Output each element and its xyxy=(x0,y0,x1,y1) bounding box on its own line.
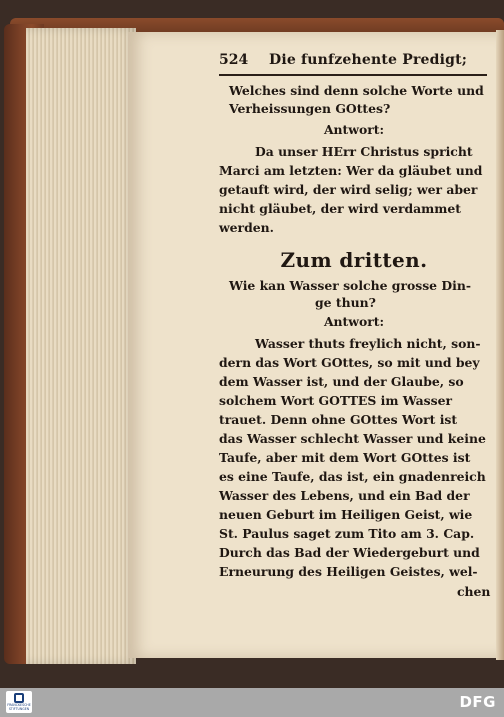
text-line: Erneurung des Heiligen Geistes, wel- xyxy=(219,564,478,579)
section-heading: Zum dritten. xyxy=(280,248,428,272)
text-line: Welches sind denn solche Worte und xyxy=(229,83,484,98)
institution-logo[interactable] xyxy=(6,691,32,713)
text-line: getauft wird, der wird selig; wer aber xyxy=(219,182,478,197)
text-line: werden. xyxy=(219,220,274,235)
text-line: Wie kan Wasser solche grosse Din- xyxy=(229,278,471,293)
page-number: 524 xyxy=(219,52,249,68)
text-line: nicht gläubet, der wird verdammet xyxy=(219,201,462,216)
text-line: Wasser des Lebens, und ein Bad der xyxy=(219,488,470,503)
answer-label: Antwort: xyxy=(323,122,385,137)
text-line: dem Wasser ist, und der Glaube, so xyxy=(219,374,464,389)
text-line: es eine Taufe, das ist, ein gnadenreich xyxy=(219,469,486,484)
running-title: Die funfzehente Predigt; xyxy=(269,52,468,68)
dfg-logo[interactable]: DFG xyxy=(459,693,496,711)
text-line: das Wasser schlecht Wasser und keine xyxy=(219,431,486,446)
text-line: Durch das Bad der Wiedergeburt und xyxy=(219,545,480,560)
text-line: Marci am letzten: Wer da gläubet und xyxy=(219,163,483,178)
page-edge-right xyxy=(496,30,504,660)
viewer-footer-bar xyxy=(0,688,504,717)
text-line: Verheissungen GOttes? xyxy=(229,101,391,116)
text-line: dern das Wort GOttes, so mit und bey xyxy=(219,355,480,370)
header-rule xyxy=(219,74,487,76)
text-line: Da unser HErr Christus spricht xyxy=(255,144,473,159)
logo-text: FRANCKESCHE STIFTUNGEN xyxy=(7,703,31,711)
text-line: St. Paulus saget zum Tito am 3. Cap. xyxy=(219,526,475,541)
catchword: chen xyxy=(457,584,491,599)
text-line: solchem Wort GOTTES im Wasser xyxy=(219,393,452,408)
text-line: Wasser thuts freylich nicht, son- xyxy=(255,336,481,351)
page-stack xyxy=(26,28,136,664)
page-header xyxy=(219,50,489,72)
text-line: ge thun? xyxy=(315,295,376,310)
answer-label: Antwort: xyxy=(323,314,385,329)
text-line: trauet. Denn ohne GOttes Wort ist xyxy=(219,412,458,427)
logo-mark-icon xyxy=(14,693,24,703)
text-line: Taufe, aber mit dem Wort GOttes ist xyxy=(219,450,471,465)
text-line: neuen Geburt im Heiligen Geist, wie xyxy=(219,507,473,522)
